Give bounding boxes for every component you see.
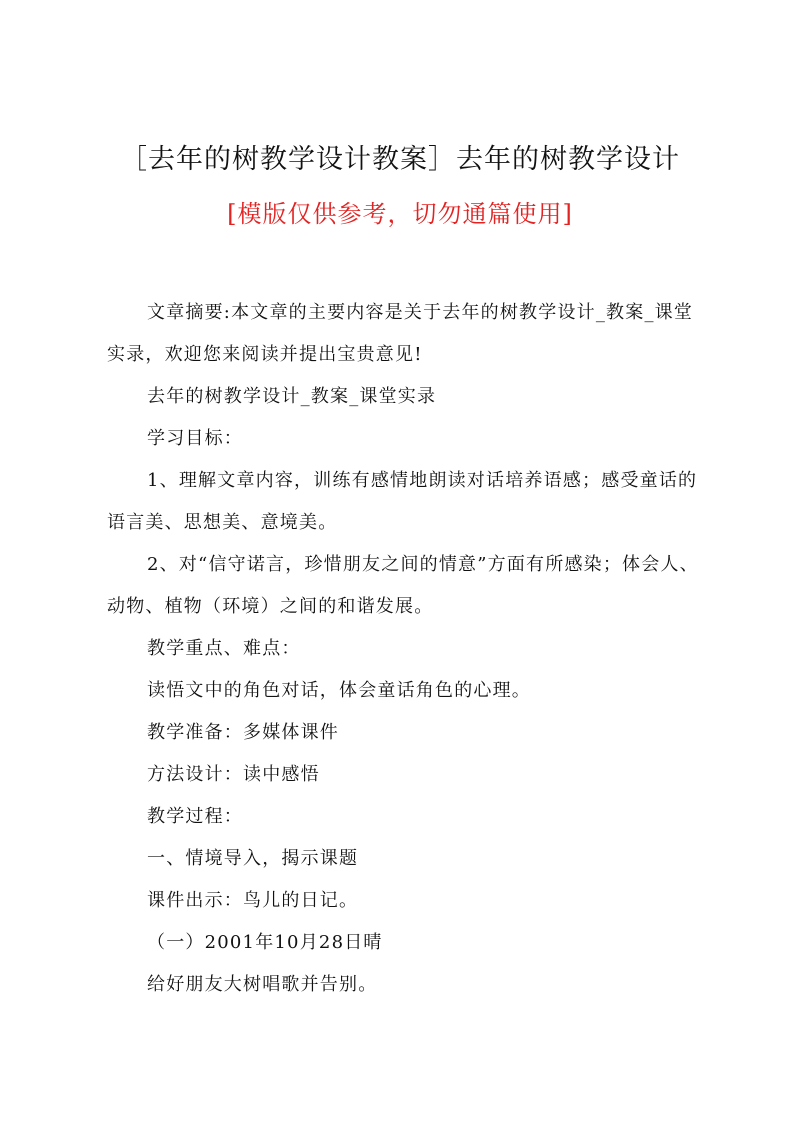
diary-entry-date: （一）2001年10月28日晴 <box>147 932 383 953</box>
method-design: 方法设计：读中感悟 <box>147 764 320 785</box>
teaching-process-heading: 教学过程： <box>147 806 243 827</box>
section-heading: 去年的树教学设计_教案_课堂实录 <box>147 386 437 407</box>
template-notice: [模版仅供参考，切勿通篇使用] <box>227 200 573 228</box>
abstract-paragraph: 文章摘要:本文章的主要内容是关于去年的树教学设计_教案_课堂实录，欢迎您来阅读并提出宝贵意见! <box>107 302 694 365</box>
step-1-heading: 一、情境导入，揭示课题 <box>147 848 359 869</box>
diary-entry-text: 给好朋友大树唱歌并告别。 <box>147 974 378 995</box>
learning-goals-heading: 学习目标： <box>147 428 243 449</box>
courseware-display: 课件出示：鸟儿的日记。 <box>147 890 359 911</box>
document-title: ［去年的树教学设计教案］去年的树教学设计 <box>120 144 680 175</box>
document-body <box>107 292 699 1006</box>
goal-item-2: 2、对“信守诺言，珍惜朋友之间的情意”方面有所感染；体会人、动物、植物（环境）之间的和谐发展。 <box>107 554 699 617</box>
teaching-preparation: 教学准备：多媒体课件 <box>147 722 339 743</box>
key-points-heading: 教学重点、难点： <box>147 638 301 659</box>
key-points-text: 读悟文中的角色对话，体会童话角色的心理。 <box>147 680 531 701</box>
goal-item-1: 1、理解文章内容，训练有感情地朗读对话培养语感；感受童话的语言美、思想美、意境美。 <box>107 470 698 533</box>
